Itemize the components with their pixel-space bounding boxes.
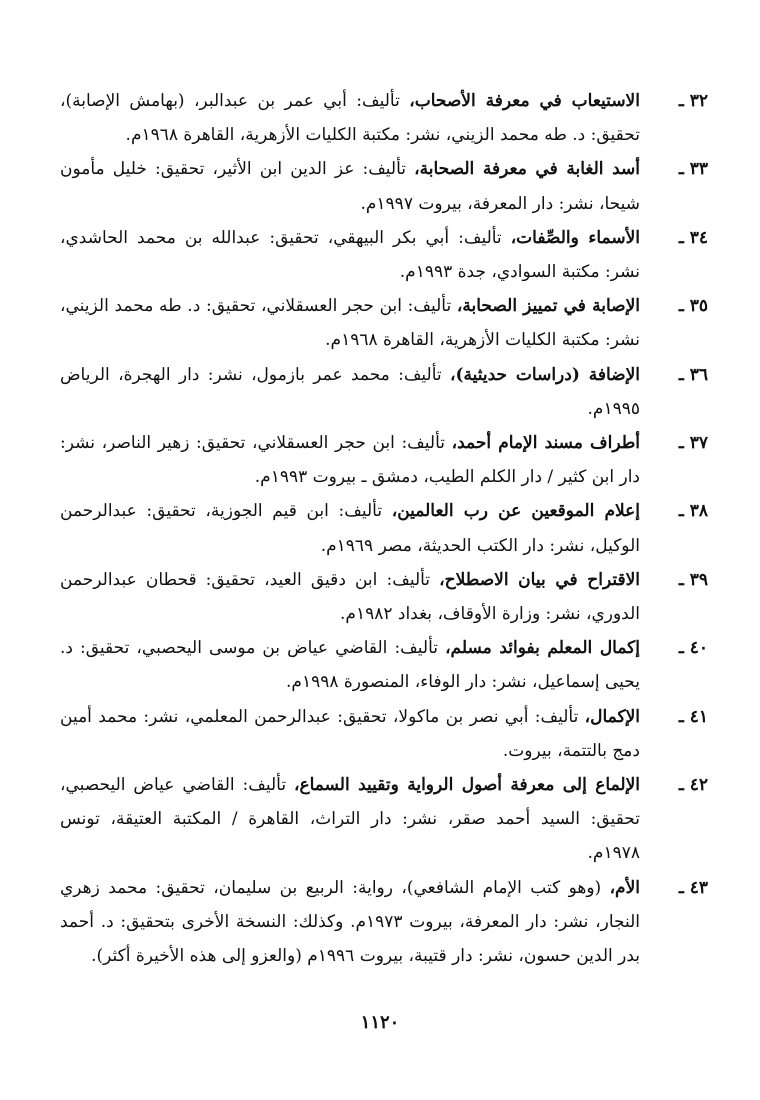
entry-details: تأليف: أبي بكر البيهقي، تحقيق: عبدالله بن محمد الحاشدي، نشر: مكتبة السوادي، جدة ١٩٩٣م. <box>60 227 640 283</box>
entry-title: الاقتراح في بيان الاصطلاح، <box>439 569 640 590</box>
entry-details: (وهو كتب الإمام الشافعي)، رواية: الربيع بن سليمان، تحقيق: محمد زهري النجار، نشر: دار المعرفة، بيروت ١٩٧٣م. وكذلك: النسخة الأخرى بتحقيق: د. أحمد بدر الدين حسون، نشر: دار قتيبة، بيروت ١٩٩٦م (والعزو إلى هذه الأخيرة أكثر). <box>60 877 641 967</box>
entry-title: إكمال المعلم بفوائد مسلم، <box>445 638 640 659</box>
entry-title: أطراف مسند الإمام أحمد، <box>451 433 640 454</box>
entry-number: ٣٦ ـ <box>678 364 708 385</box>
entry-number: ٣٢ ـ <box>678 91 708 111</box>
bibliography-entry <box>60 494 708 562</box>
entry-title: الأسماء والصِّفات، <box>510 227 640 248</box>
entry-title: الإضافة (دراسات حديثية)، <box>449 364 640 385</box>
entry-title: إعلام الموقعين عن رب العالمين، <box>391 501 640 522</box>
bibliography-entry <box>60 221 708 289</box>
entry-title: الأم، <box>609 877 640 898</box>
entry-title: الاستيعاب في معرفة الأصحاب، <box>409 91 640 111</box>
entry-number: ٣٥ ـ <box>678 296 708 317</box>
bibliography-entry <box>60 289 708 357</box>
entry-number: ٤٠ ـ <box>678 638 708 659</box>
entry-number: ٤٣ ـ <box>678 877 708 898</box>
bibliography-entry <box>60 700 708 768</box>
bibliography-entry <box>60 426 708 494</box>
entry-number: ٣٧ ـ <box>678 433 708 454</box>
entry-number: ٤١ ـ <box>678 706 708 727</box>
entry-number: ٣٤ ـ <box>678 227 708 248</box>
bibliography-entry <box>60 358 708 426</box>
entry-details: تأليف: أبي عمر بن عبدالبر، (بهامش الإصابة)، تحقيق: د. طه محمد الزيني، نشر: مكتبة الكليات الأزهرية، القاهرة ١٩٦٨م. <box>60 91 640 146</box>
entry-details: تأليف: ابن دقيق العيد، تحقيق: قحطان عبدالرحمن الدوري، نشر: وزارة الأوقاف، بغداد ١٩٨٢م. <box>60 569 640 625</box>
entry-number: ٣٨ ـ <box>678 501 708 522</box>
entry-details: تأليف: القاضي عياض اليحصبي، تحقيق: السيد أحمد صقر، نشر: دار التراث، القاهرة / المكتبة العتيقة، تونس ١٩٧٨م. <box>60 775 640 864</box>
bibliography-entry <box>60 631 708 699</box>
bibliography-entry <box>60 768 708 871</box>
entry-details: تأليف: أبي نصر بن ماكولا، تحقيق: عبدالرحمن المعلمي، نشر: محمد أمين دمج بالتتمة، بيروت. <box>60 706 640 761</box>
entry-details: تأليف: عز الدين ابن الأثير، تحقيق: خليل مأمون شيحا، نشر: دار المعرفة، بيروت ١٩٩٧م. <box>60 159 640 214</box>
entry-title: الإكمال، <box>584 706 640 727</box>
entry-details: تأليف: محمد عمر بازمول، نشر: دار الهجرة، الرياض ١٩٩٥م. <box>60 364 640 419</box>
entry-title: أسد الغابة في معرفة الصحابة، <box>414 159 640 180</box>
bibliography-entry <box>60 871 708 974</box>
entry-title: الإلماع إلى معرفة أصول الرواية وتقييد السماع، <box>293 775 640 796</box>
bibliography-entry <box>60 563 708 631</box>
entry-details: تأليف: القاضي عياض بن موسى اليحصبي، تحقيق: د. يحيى إسماعيل، نشر: دار الوفاء، المنصورة ١٩٩٨م. <box>60 638 640 693</box>
entry-details: تأليف: ابن حجر العسقلاني، تحقيق: زهير الناصر، نشر: دار ابن كثير / دار الكلم الطيب، دمشق ـ بيروت ١٩٩٣م. <box>60 433 640 488</box>
bibliography-list <box>60 84 708 973</box>
entry-number: ٤٢ ـ <box>678 775 708 796</box>
entry-details: تأليف: ابن قيم الجوزية، تحقيق: عبدالرحمن الوكيل، نشر: دار الكتب الحديثة، مصر ١٩٦٩م. <box>60 501 640 556</box>
bibliography-entry <box>60 84 708 152</box>
bibliography-entry <box>60 152 708 220</box>
entry-details: تأليف: ابن حجر العسقلاني، تحقيق: د. طه محمد الزيني، نشر: مكتبة الكليات الأزهرية، القاهرة ١٩٦٨م. <box>60 296 640 351</box>
entry-number: ٣٣ ـ <box>678 159 708 180</box>
entry-title: الإصابة في تمييز الصحابة، <box>456 296 640 317</box>
page-number: ١١٢٠ <box>360 1012 400 1033</box>
entry-number: ٣٩ ـ <box>678 569 708 590</box>
